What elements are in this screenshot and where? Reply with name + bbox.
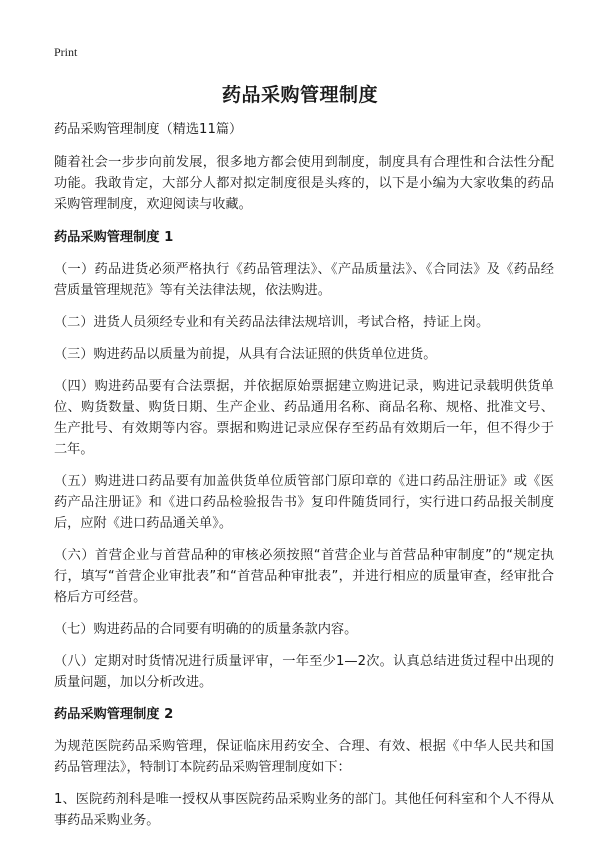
section2-paragraph: 1、医院药剂科是唯一授权从事医院药品采购业务的部门。其他任何科室和个人不得从事药品采购业务。	[54, 792, 554, 828]
section1-paragraph: （三）购进药品以质量为前提，从具有合法证照的供货单位进货。	[54, 347, 437, 362]
section1-paragraph: （七）购进药品的合同要有明确的的质量条款内容。	[54, 622, 358, 637]
section2-paragraph: 为规范医院药品采购管理，保证临床用药安全、合理、有效、根据《中华人民共和国药品管理法》，特制订本院药品采购管理制度如下：	[54, 739, 554, 775]
document-title: 药品采购管理制度	[221, 84, 378, 106]
intro-paragraph: 随着社会一步步向前发展，很多地方都会使用到制度，制度具有合理性和合法性分配功能。我敢肯定，大部分人都对拟定制度很是头疼的，以下是小编为大家收集的药品采购管理制度，欢迎阅读与收藏。	[54, 155, 554, 212]
section-heading-2: 药品采购管理制度 2	[54, 707, 174, 722]
section1-paragraph: （八）定期对时货情况进行质量评审，一年至少1—2次。认真总结进货过程中出现的质量问题，加以分析改进。	[54, 654, 554, 690]
section1-paragraph: （一）药品进货必须严格执行《药品管理法》、《产品质量法》、《合同法》及《药品经营质量管理规范》等有关法律法规，依法购进。	[54, 262, 554, 298]
document-subtitle: 药品采购管理制度（精选11篇）	[54, 122, 243, 137]
section-heading-1: 药品采购管理制度 1	[54, 230, 174, 245]
section1-paragraph: （六）首营企业与首营品种的审核必须按照“首营企业与首营品种审制度”的“规定执行，填写“首营企业审批表”和“首营品种审批表”，并进行相应的质量审查，经审批合格后方可经营。	[54, 548, 554, 605]
section1-paragraph: （五）购进进口药品要有加盖供货单位质管部门原印章的《进口药品注册证》或《医药产品注册证》和《进口药品检验报告书》复印件随货同行，实行进口药品报关制度后，应附《进口药品通关单》。	[54, 474, 554, 531]
print-link[interactable]: Print	[54, 45, 78, 59]
document-body	[54, 119, 554, 842]
section1-paragraph: （四）购进药品要有合法票据，并依据原始票据建立购进记录，购进记录载明供货单位、购货数量、购货日期、生产企业、药品通用名称、商品名称、规格、批准文号、生产批号、有效期等内容。票据和购进记录应保存至药品有效期后一年，但不得少于二年。	[54, 379, 554, 457]
section1-paragraph: （二）进货人员须经专业和有关药品法律法规培训，考试合格，持证上岗。	[54, 315, 490, 330]
